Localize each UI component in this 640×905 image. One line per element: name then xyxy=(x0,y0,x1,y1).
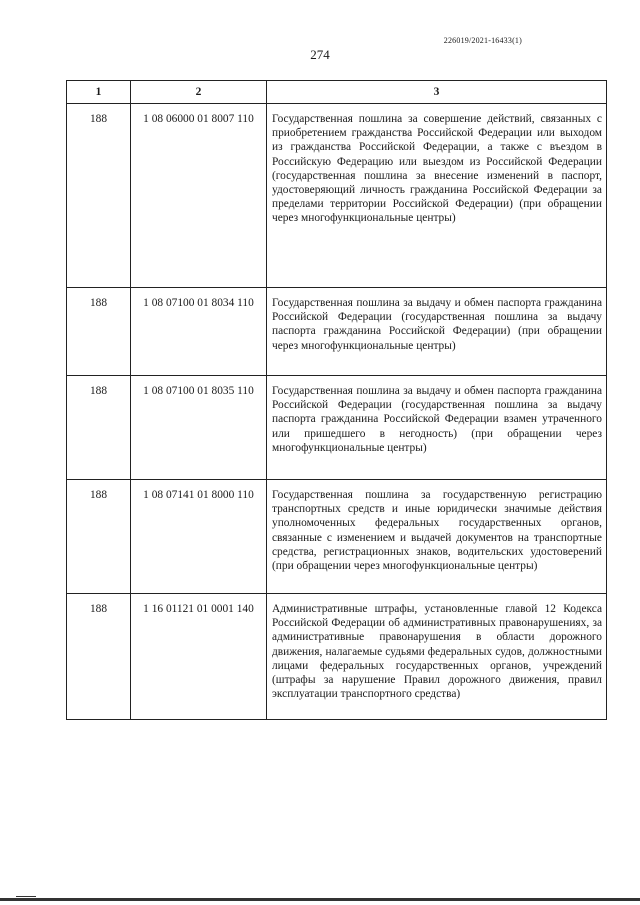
column-header-1: 1 xyxy=(67,81,131,104)
admin-code-cell: 188 xyxy=(67,104,131,288)
column-header-2: 2 xyxy=(131,81,267,104)
scan-edge-mark xyxy=(16,896,36,897)
budget-code-cell: 1 08 07100 01 8034 110 xyxy=(131,288,267,376)
page-number: 274 xyxy=(310,47,330,62)
table-row xyxy=(67,104,607,288)
admin-code-cell: 188 xyxy=(67,594,131,720)
admin-code-cell: 188 xyxy=(67,288,131,376)
column-header-3: 3 xyxy=(267,81,607,104)
budget-code-cell: 1 16 01121 01 0001 140 xyxy=(131,594,267,720)
admin-code-cell: 188 xyxy=(67,480,131,594)
budget-code-cell: 1 08 06000 01 8007 110 xyxy=(131,104,267,288)
table-row xyxy=(67,594,607,720)
fee-table xyxy=(66,80,607,720)
table-header-row xyxy=(67,81,607,104)
document-id: 226019/2021-16433(1) xyxy=(443,36,522,45)
budget-code-cell: 1 08 07141 01 8000 110 xyxy=(131,480,267,594)
description-cell: Административные штрафы, установленные главой 12 Кодекса Российской Федерации об административных правонарушениях, за административные правонарушения в области дорожного движения, налагаемые судьями федеральных судов, должностными лицами федеральных государственных органов, учреждений (штрафы за нарушение Правил дорожного движения, правил эксплуатации транспортного средства) xyxy=(267,594,607,720)
description-cell: Государственная пошлина за выдачу и обмен паспорта гражданина Российской Федерации (государственная пошлина за выдачу паспорта гражданина Российской Федерации взамен утраченного или пришедшего в негодность) (при обращении через многофункциональные центры) xyxy=(267,376,607,480)
scan-bottom-edge xyxy=(0,898,640,901)
table-row xyxy=(67,288,607,376)
description-cell: Государственная пошлина за государственную регистрацию транспортных средств и иные юридически значимые действия уполномоченных федеральных государственных органов, связанные с изменением и выдачей документов на транспортные средства, регистрационных знаков, водительских удостоверений (при обращении через многофункциональные центры) xyxy=(267,480,607,594)
description-cell: Государственная пошлина за совершение действий, связанных с приобретением гражданства Российской Федерации или выходом из гражданства Российской Федерации, а также с въездом в Российскую Федерацию или выездом из Российской Федерации (государственная пошлина за внесение изменений в паспорт, удостоверяющий личность гражданина Российской Федерации за пределами территории Российской Федерации) (при обращении через многофункциональные центры) xyxy=(267,104,607,288)
admin-code-cell: 188 xyxy=(67,376,131,480)
table-row xyxy=(67,480,607,594)
description-cell: Государственная пошлина за выдачу и обмен паспорта гражданина Российской Федерации (государственная пошлина за выдачу паспорта гражданина Российской Федерации) (при обращении через многофункциональные центры) xyxy=(267,288,607,376)
table-row xyxy=(67,376,607,480)
budget-code-cell: 1 08 07100 01 8035 110 xyxy=(131,376,267,480)
